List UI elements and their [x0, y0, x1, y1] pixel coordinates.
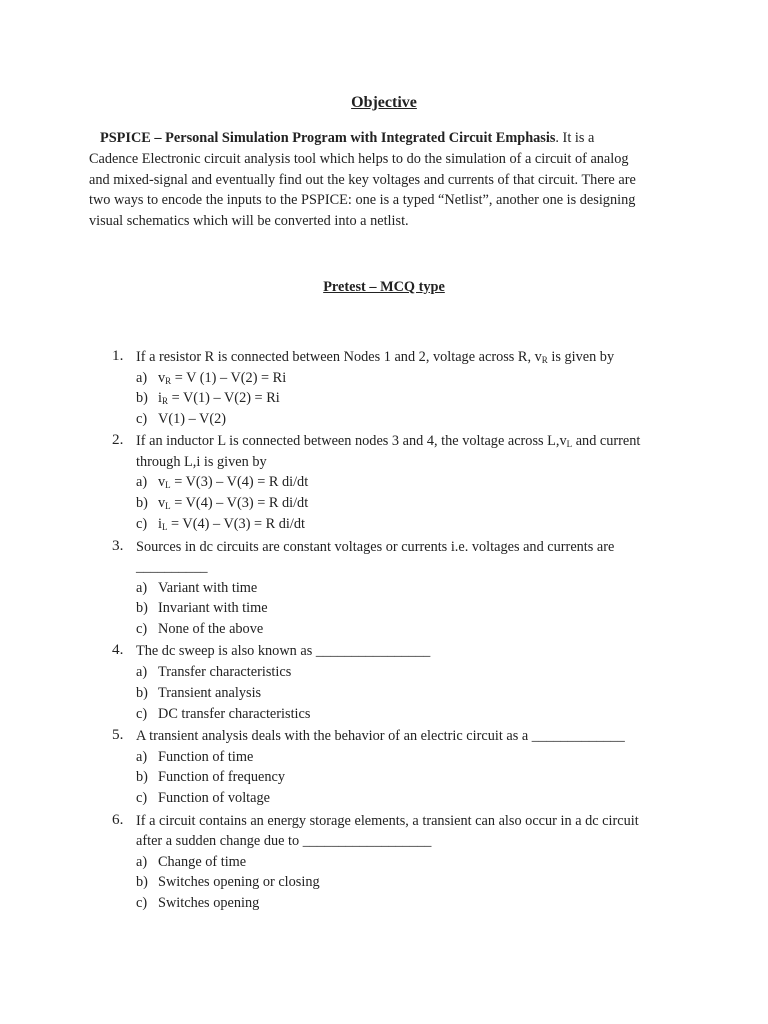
question-number: 3.	[112, 537, 124, 554]
question-text-line2: through L,i is given by	[136, 454, 267, 470]
subscript: L	[165, 501, 171, 511]
option-text: Function of voltage	[158, 790, 270, 806]
page-title: Objective	[351, 94, 417, 111]
option-letter: b)	[136, 874, 148, 890]
option-text: = V(1) – V(2) = Ri	[168, 390, 280, 406]
question-number: 5.	[112, 726, 124, 743]
option-text: i	[158, 516, 162, 532]
question-text-line2: __________	[136, 559, 208, 575]
option	[136, 893, 259, 914]
question-text: The dc sweep is also known as ________________	[136, 643, 431, 659]
intro-line: and mixed-signal and eventually find out the key voltages and currents of that circuit. There are	[89, 171, 636, 188]
subscript: L	[161, 522, 168, 532]
option-text: v	[158, 370, 166, 386]
subscript: R	[165, 376, 172, 386]
question-text-line2: after a sudden change due to __________________	[136, 833, 432, 849]
option-letter: b)	[136, 685, 148, 701]
question-number: 4.	[112, 641, 124, 658]
option	[136, 662, 291, 683]
option-text: V(1) – V(2)	[158, 411, 227, 427]
option-text: Variant with time	[158, 580, 258, 596]
option-letter: a)	[136, 664, 148, 680]
option-letter: b)	[136, 390, 148, 406]
option	[136, 598, 268, 619]
option-text: v	[158, 495, 166, 511]
intro-lead: PSPICE – Personal Simulation Program with Integrated Circuit Emphasis	[100, 130, 556, 146]
option	[136, 619, 263, 640]
option-text: Function of frequency	[158, 769, 286, 785]
option	[136, 704, 310, 725]
option-text: None of the above	[158, 621, 264, 637]
intro-lead-rest: . It is a	[555, 130, 595, 146]
question-text: A transient analysis deals with the behavior of an electric circuit as a _____________	[136, 728, 625, 744]
option-letter: b)	[136, 495, 148, 511]
intro-line: two ways to encode the inputs to the PSPICE: one is a typed “Netlist”, another one is designing	[89, 192, 636, 209]
option-letter: a)	[136, 854, 148, 870]
section-title: Pretest – MCQ type	[323, 279, 445, 295]
option-text: Switches opening	[158, 895, 260, 911]
option-text: Function of time	[158, 749, 254, 765]
question-number: 1.	[112, 347, 124, 364]
option	[136, 747, 253, 768]
intro-line: Cadence Electronic circuit analysis tool which helps to do the simulation of a circuit of analog	[89, 150, 629, 167]
intro-paragraph	[89, 128, 679, 232]
subscript: L	[165, 480, 171, 490]
option-text: Transfer characteristics	[158, 664, 292, 680]
option-text: Switches opening or closing	[158, 874, 320, 890]
option	[136, 409, 226, 430]
option-letter: a)	[136, 370, 148, 386]
option	[136, 683, 261, 704]
option-text: Transient analysis	[158, 685, 262, 701]
subscript: L	[566, 439, 573, 449]
option-text: = V(4) – V(3) = R di/dt	[167, 516, 306, 532]
option-letter: c)	[136, 895, 148, 911]
question-text-part: If an inductor L is connected between nodes 3 and 4, the voltage across L,v	[136, 433, 567, 449]
option-letter: a)	[136, 474, 148, 490]
option-text: i	[158, 390, 162, 406]
option	[136, 767, 285, 788]
option-letter: a)	[136, 749, 148, 765]
option-text: = V (1) – V(2) = Ri	[171, 370, 287, 386]
question-number: 6.	[112, 811, 124, 828]
option-letter: a)	[136, 580, 148, 596]
option-letter: c)	[136, 516, 148, 532]
question-text-part: and current	[572, 433, 641, 449]
subscript: R	[161, 396, 168, 406]
option-text: = V(3) – V(4) = R di/dt	[170, 474, 309, 490]
intro-line	[89, 128, 679, 149]
option-text: DC transfer characteristics	[158, 706, 311, 722]
option	[136, 872, 320, 893]
option-letter: b)	[136, 600, 148, 616]
option-text: Invariant with time	[158, 600, 268, 616]
option	[136, 788, 270, 809]
question-text-part: is given by	[547, 349, 615, 365]
option-letter: c)	[136, 790, 148, 806]
option-text: v	[158, 474, 166, 490]
option-text: Change of time	[158, 854, 247, 870]
option-letter: c)	[136, 411, 148, 427]
option-letter: b)	[136, 769, 148, 785]
option	[136, 514, 305, 538]
question-number: 2.	[112, 431, 124, 448]
option	[136, 578, 257, 599]
option-text: = V(4) – V(3) = R di/dt	[170, 495, 309, 511]
option-letter: c)	[136, 706, 148, 722]
question-text-part: If a resistor R is connected between Nodes 1 and 2, voltage across R, v	[136, 349, 542, 365]
question-text: If a circuit contains an energy storage elements, a transient can also occur in a dc circuit	[136, 813, 639, 829]
option	[136, 852, 246, 873]
intro-line: visual schematics which will be converted into a netlist.	[89, 213, 409, 230]
question-text: Sources in dc circuits are constant voltages or currents i.e. voltages and currents are	[136, 539, 615, 555]
subscript: R	[541, 355, 548, 365]
option-letter: c)	[136, 621, 148, 637]
